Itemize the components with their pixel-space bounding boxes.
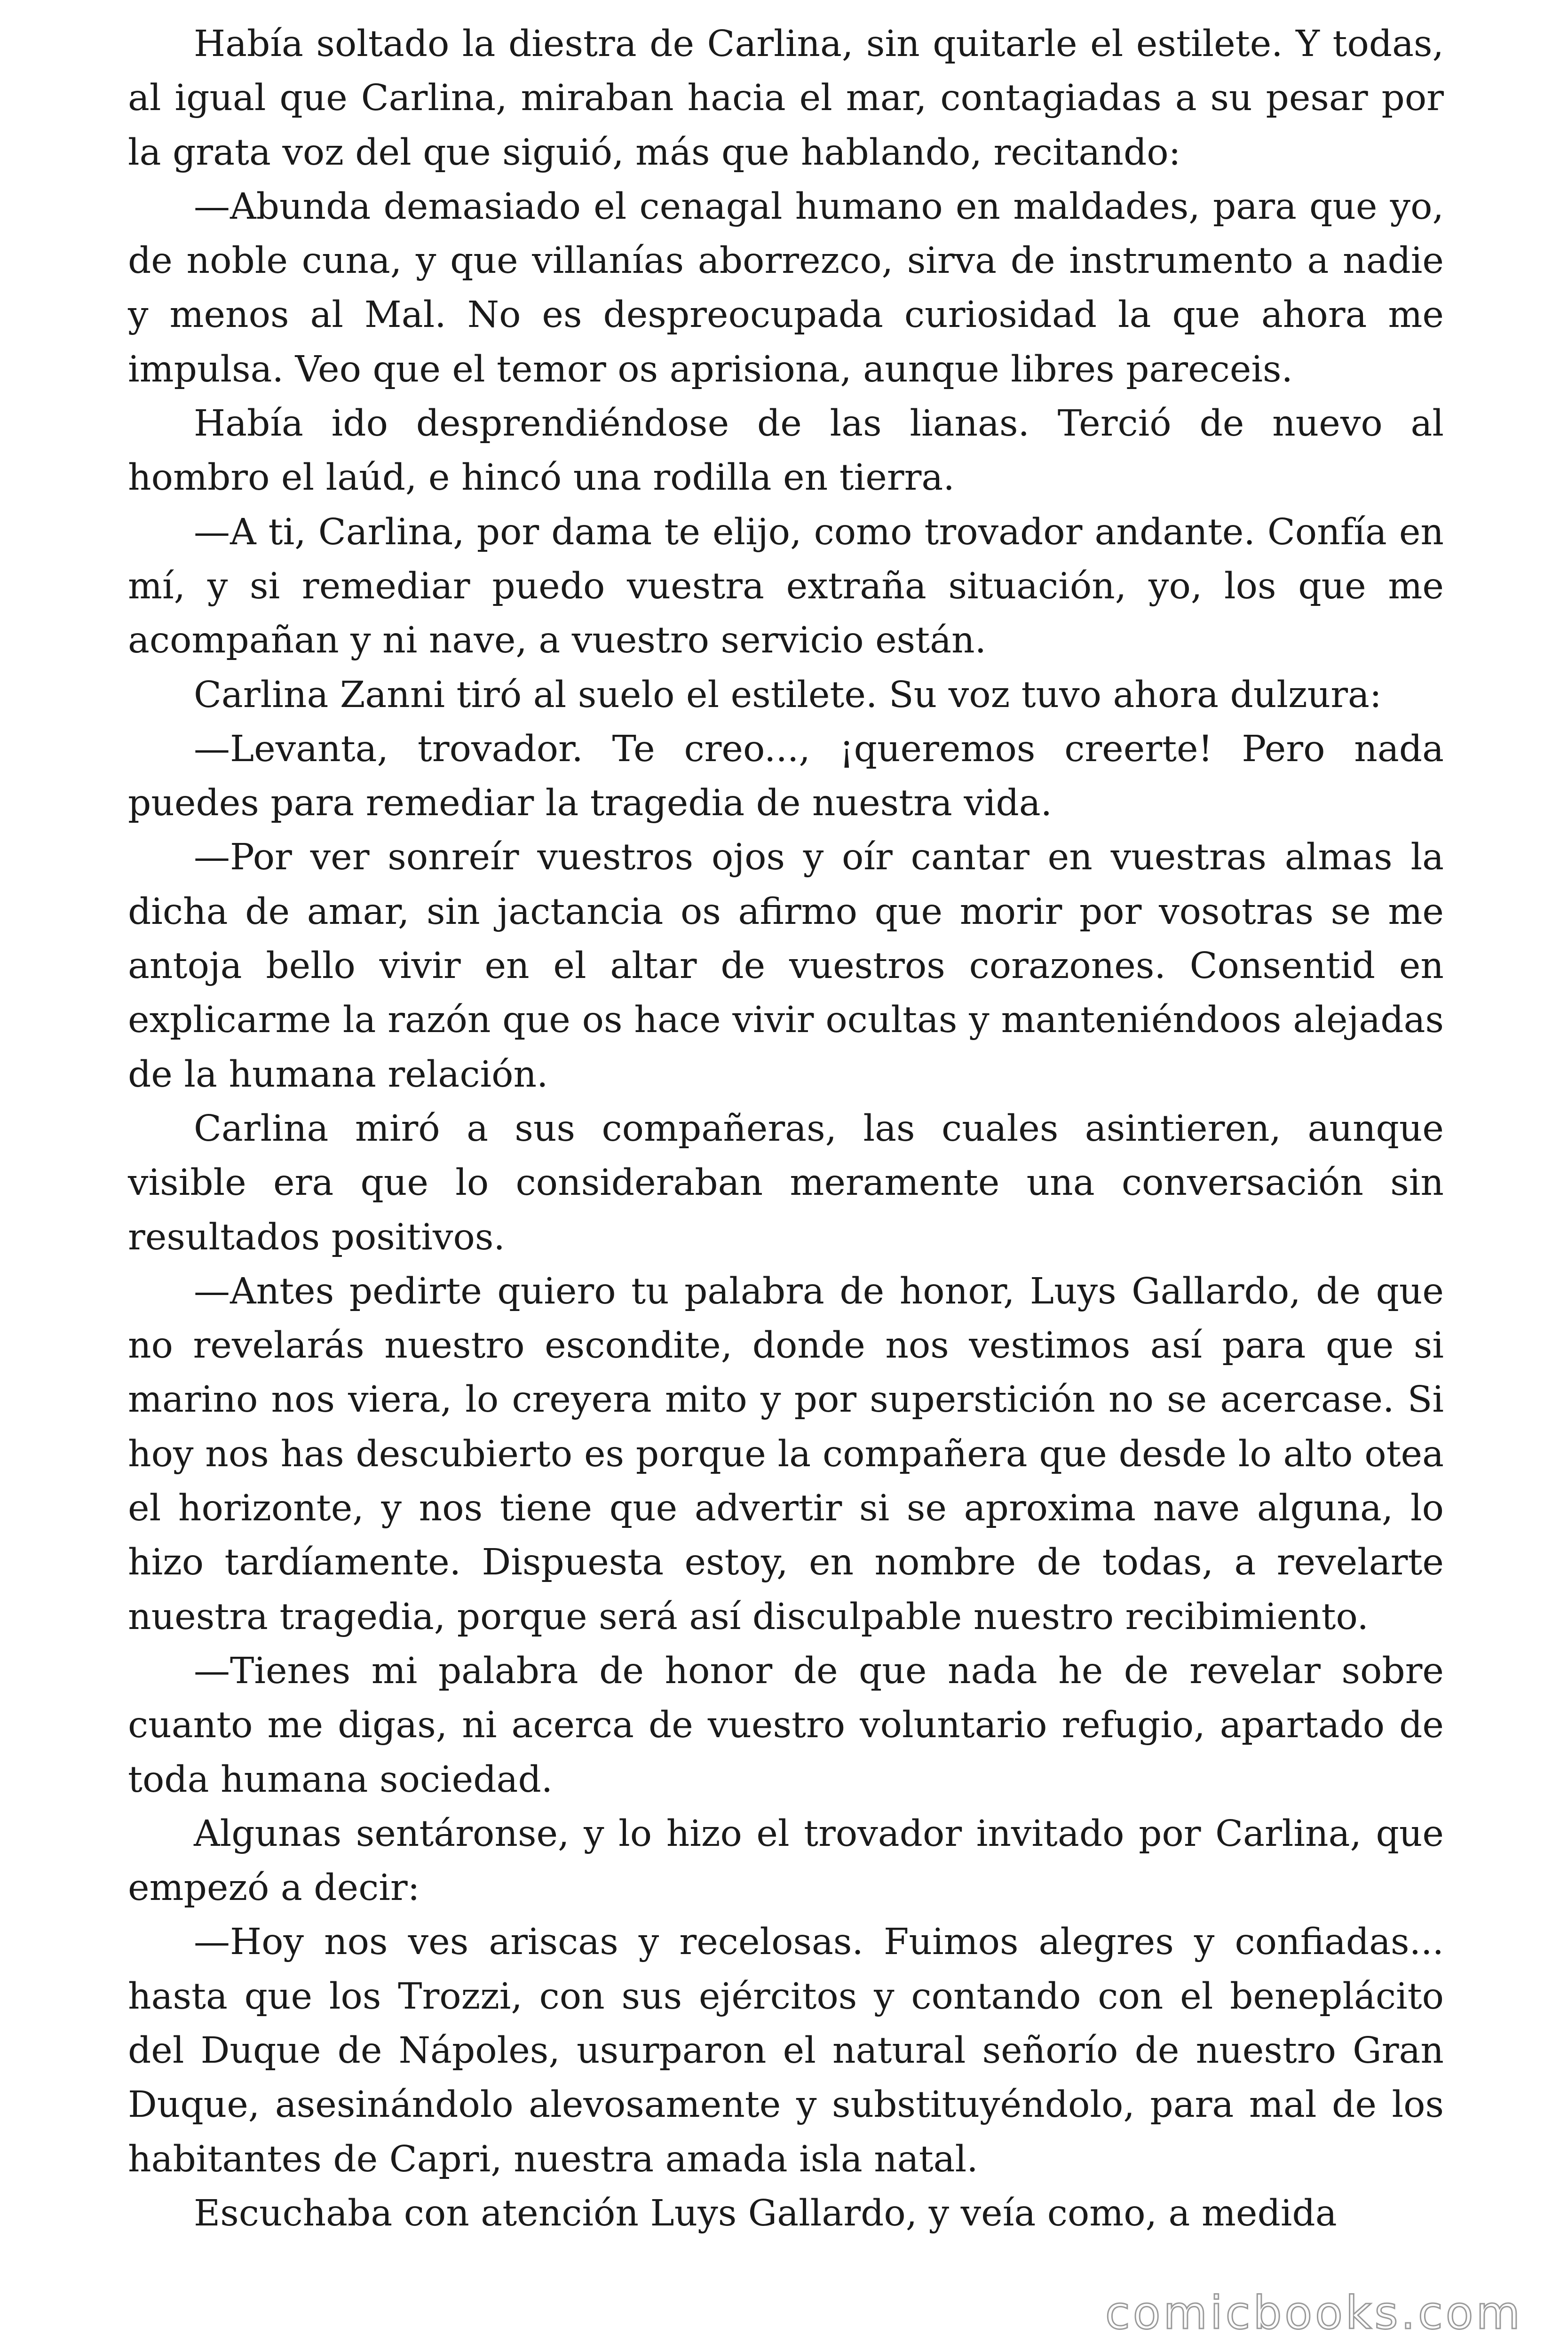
- paragraph: Carlina miró a sus compañeras, las cuales asintieren, aunque visible era que lo consideraban meramente una conversación sin resultados positivos.: [128, 1107, 1444, 1258]
- paragraph: Carlina Zanni tiró al suelo el estilete. Su voz tuvo ahora dulzura:: [194, 674, 1382, 716]
- watermark: comicbooks.com: [1105, 2287, 1523, 2339]
- paragraph: Había ido desprendiéndose de las lianas. Terció de nuevo al hombro el laúd, e hincó una rodilla en tierra.: [128, 403, 1444, 499]
- paragraph: —Por ver sonreír vuestros ojos y oír cantar en vuestras almas la dicha de amar, sin jactancia os afirmo que morir por vosotras se me antoja bello vivir en el altar de vuestros corazones. Consentid en explicarme la razón que os hace vivir ocultas y manteniéndoos alejadas de la humana relación.: [128, 836, 1444, 1096]
- paragraph: Escuchaba con atención Luys Gallardo, y veía como, a medida: [194, 2192, 1337, 2234]
- paragraph: —A ti, Carlina, por dama te elijo, como trovador andante. Confía en mí, y si remediar puedo vuestra extraña situación, yo, los que me acompañan y ni nave, a vuestro servicio están.: [128, 511, 1444, 662]
- paragraph: —Antes pedirte quiero tu palabra de honor, Luys Gallardo, de que no revelarás nuestro escondite, donde nos vestimos así para que si marino nos viera, lo creyera mito y por superstición no se acercase. Si hoy nos has descubierto es porque la compañera que desde lo alto otea el horizonte, y nos tiene que advertir si se aproxima nave alguna, lo hizo tardíamente. Dispuesta estoy, en nombre de todas, a revelarte nuestra tragedia, porque será así disculpable nuestro recibimiento.: [128, 1270, 1444, 1638]
- book-page-text: [128, 17, 1444, 2241]
- paragraph: Algunas sentáronse, y lo hizo el trovador invitado por Carlina, que empezó a decir:: [128, 1812, 1444, 1909]
- paragraph: —Hoy nos ves ariscas y recelosas. Fuimos alegres y confiadas... hasta que los Trozzi, con sus ejércitos y contando con el beneplácito del Duque de Nápoles, usurparon el natural señorío de nuestro Gran Duque, asesinándolo alevosamente y substituyéndolo, para mal de los habitantes de Capri, nuestra amada isla natal.: [128, 1921, 1444, 2180]
- paragraph: —Tienes mi palabra de honor de que nada he de revelar sobre cuanto me digas, ni acerca de vuestro voluntario refugio, apartado de toda humana sociedad.: [128, 1650, 1444, 1801]
- paragraph: —Levanta, trovador. Te creo..., ¡queremos creerte! Pero nada puedes para remediar la tragedia de nuestra vida.: [128, 728, 1444, 825]
- paragraph: Había soltado la diestra de Carlina, sin quitarle el estilete. Y todas, al igual que Carlina, miraban hacia el mar, contagiadas a su pesar por la grata voz del que siguió, más que hablando, recitando:: [128, 23, 1444, 174]
- paragraph: —Abunda demasiado el cenagal humano en maldades, para que yo, de noble cuna, y que villanías aborrezco, sirva de instrumento a nadie y menos al Mal. No es despreocupada curiosidad la que ahora me impulsa. Veo que el temor os aprisiona, aunque libres pareceis.: [128, 185, 1444, 390]
